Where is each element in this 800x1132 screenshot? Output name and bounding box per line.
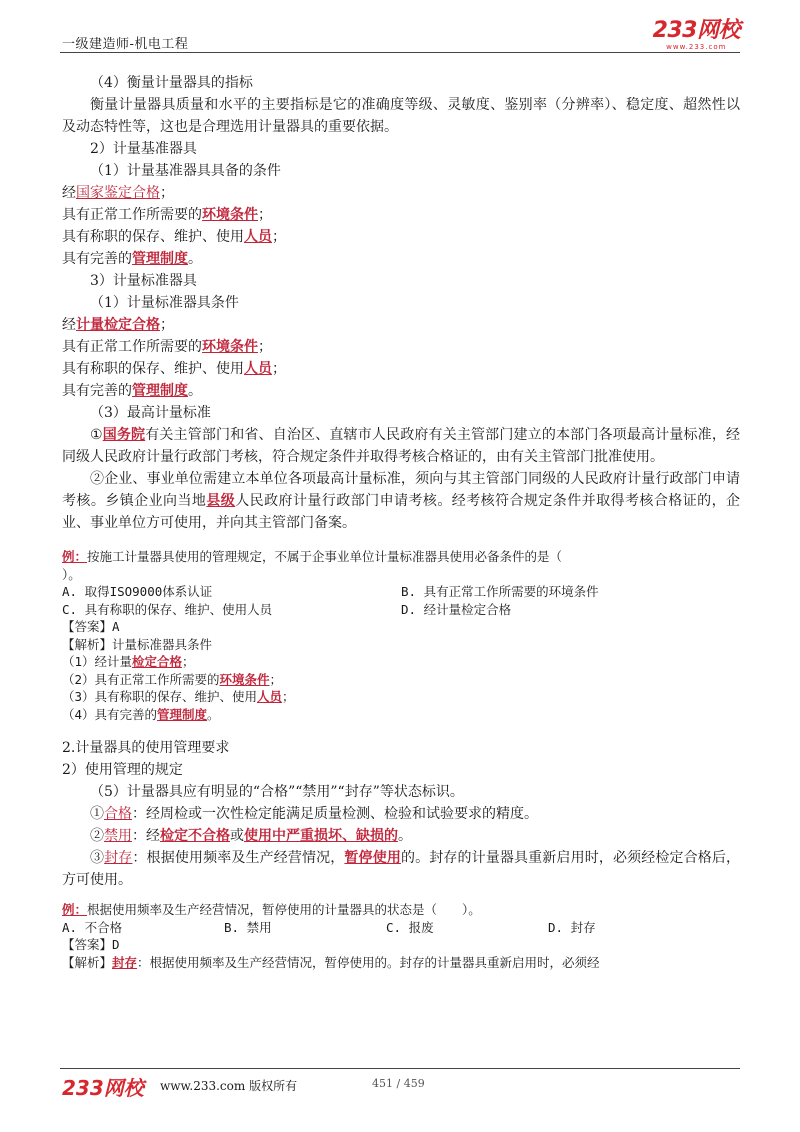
base-condition-3: 具有称职的保存、维护、使用人员； — [62, 229, 286, 245]
heading-usage-rules: 2）使用管理的规定 — [62, 762, 183, 778]
standard-condition-2: 具有正常工作所需要的环境条件； — [62, 339, 272, 355]
option-b[interactable]: B. 具有正常工作所需要的环境条件 — [401, 584, 599, 599]
analysis-item-2: （2）具有正常工作所需要的环境条件； — [62, 671, 283, 687]
header-logo[interactable] — [653, 20, 740, 51]
header-title: 一级建造师-机电工程 — [62, 37, 189, 52]
page-number: 451 / 459 — [372, 1077, 425, 1090]
paragraph-highest-1: ①国务院有关主管部门和省、自治区、直辖市人民政府有关主管部门建立的本部门各项最高计量标准，经同级人民政府计量行政部门考核，符合规定条件并取得考核合格证的，由有关主管部门批准使用。 — [62, 427, 740, 465]
status-sealed: ③封存：根据使用频率及生产经营情况，暂停使用的。封存的计量器具重新启用时，必须经检定合格后，方可使用。 — [62, 850, 741, 888]
header-divider — [60, 52, 740, 53]
example-question-cont: ）。 — [62, 566, 81, 582]
option-c[interactable]: C. 具有称职的保存、维护、使用人员 — [62, 601, 273, 617]
analysis-line: 【解析】计量标准器具条件 — [62, 636, 213, 652]
option-d[interactable]: D. 封存 — [548, 919, 596, 935]
answer-line: 【答案】A — [62, 619, 120, 634]
status-qualified: ①合格：经周检或一次性检定能满足质量检测、检验和试验要求的精度。 — [90, 806, 538, 822]
heading-highest-standard: （3）最高计量标准 — [90, 405, 211, 421]
footer-logo[interactable]: 233网校 — [62, 1076, 144, 1100]
option-c[interactable]: C. 报废 — [386, 919, 434, 935]
option-b[interactable]: B. 禁用 — [224, 919, 272, 935]
heading-standard-instruments: 3）计量标准器具 — [90, 273, 197, 289]
status-disabled: ②禁用：经检定不合格或使用中严重损坏、缺损的。 — [90, 828, 412, 844]
footer-divider — [60, 1068, 740, 1069]
heading-base-conditions: （1）计量基准器具具备的条件 — [90, 163, 281, 179]
option-d[interactable]: D. 经计量检定合格 — [401, 601, 512, 617]
logo-url: www.233.com — [666, 43, 727, 51]
option-row — [62, 919, 740, 937]
option-row — [62, 583, 740, 601]
analysis-item-3: （3）具有称职的保存、维护、使用人员； — [62, 689, 295, 704]
base-condition-1: 经国家鉴定合格； — [62, 185, 174, 201]
footer-copyright: www.233.com 版权所有 — [160, 1079, 298, 1093]
heading-indicator: （4）衡量计量器具的指标 — [90, 75, 253, 91]
paragraph-highest-2: ②企业、事业单位需建立本单位各项最高计量标准，须向与其主管部门同级的人民政府计量行政部门申请考核。乡镇企业向当地县级人民政府计量行政部门申请考核。经考核符合规定条件并取得考核合格证的，企业、事业单位方可使用，并向其主管部门备案。 — [62, 471, 741, 531]
example-block-2 — [62, 901, 740, 971]
analysis-item-1: （1）经计量检定合格； — [62, 654, 195, 669]
logo-mark: 233网校 — [652, 18, 740, 43]
analysis-line: 【解析】封存：根据使用频率及生产经营情况，暂停使用的。封存的计量器具重新启用时，必须经 — [62, 954, 600, 970]
heading-usage-requirements: 2.计量器具的使用管理要求 — [62, 740, 230, 756]
example-question: 例：按施工计量器具使用的管理规定，不属于企事业单位计量标准器具使用必备条件的是（ — [62, 549, 563, 564]
standard-condition-1: 经计量检定合格； — [62, 317, 174, 333]
standard-condition-4: 具有完善的管理制度。 — [62, 383, 202, 399]
option-a[interactable]: A. 取得ISO9000体系认证 — [62, 584, 213, 599]
example-block-1 — [62, 548, 740, 723]
heading-base-instruments: 2）计量基准器具 — [90, 141, 197, 157]
standard-condition-3: 具有称职的保存、维护、使用人员； — [62, 361, 286, 377]
base-condition-4: 具有完善的管理制度。 — [62, 251, 202, 267]
base-condition-2: 具有正常工作所需要的环境条件； — [62, 207, 272, 223]
example-question: 例：根据使用频率及生产经营情况，暂停使用的计量器具的状态是（ ）。 — [62, 902, 481, 917]
heading-standard-conditions: （1）计量标准器具条件 — [90, 295, 239, 311]
page-body — [62, 72, 740, 971]
analysis-item-4: （4）具有完善的管理制度。 — [62, 706, 220, 722]
status-marks-line: （5）计量器具应有明显的“合格”“禁用”“封存”等状态标识。 — [90, 784, 464, 800]
answer-line: 【答案】D — [62, 937, 120, 952]
option-a[interactable]: A. 不合格 — [62, 919, 123, 935]
option-row — [62, 601, 740, 619]
paragraph-indicator: 衡量计量器具质量和水平的主要指标是它的准确度等级、灵敏度、鉴别率（分辨率）、稳定度、超然性以及动态特性等，这也是合理选用计量器具的重要依据。 — [62, 97, 740, 135]
